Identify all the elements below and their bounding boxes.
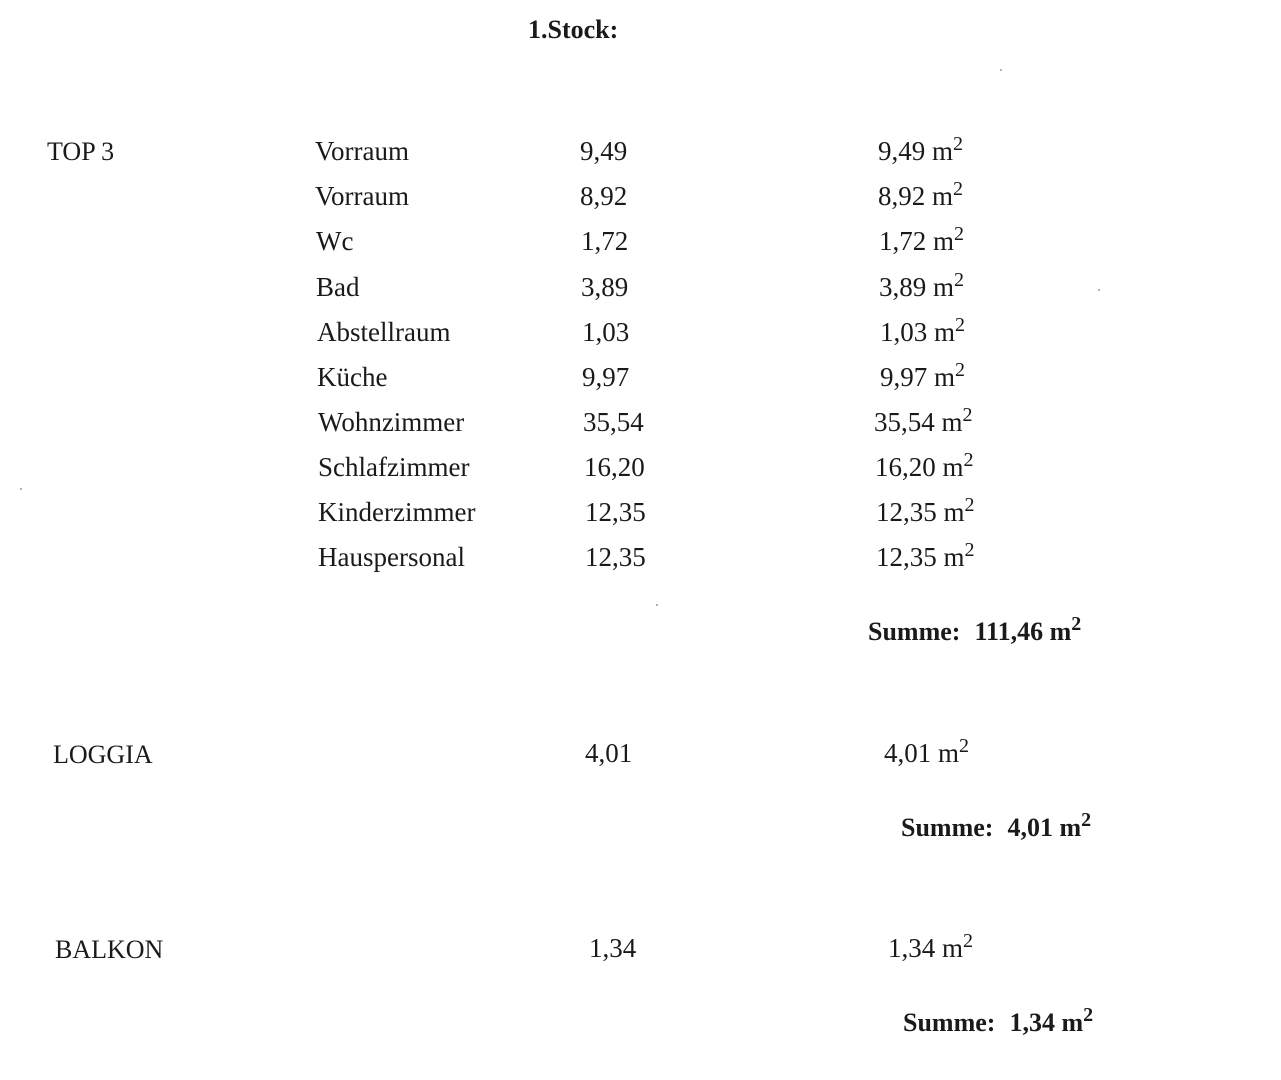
scan-speck xyxy=(20,488,22,490)
room-value: 16,20 xyxy=(584,452,645,482)
room-name: Hauspersonal xyxy=(318,542,465,572)
room-value: 12,35 xyxy=(585,497,646,527)
room-area: 3,89 $m^2$ xyxy=(879,269,965,302)
room-value: 9,49 xyxy=(580,136,628,166)
room-area: 8,92 $m^2$ xyxy=(878,178,964,211)
room-area: 1,72 $m^2$ xyxy=(879,223,965,256)
section-label-top3: TOP 3 xyxy=(47,137,115,166)
sum-balkon: Summe: 1,34 $m^2$ xyxy=(903,1004,1094,1037)
room-value: 12,35 xyxy=(585,542,646,572)
room-area: 1,03 $m^2$ xyxy=(880,314,966,347)
room-name: Abstellraum xyxy=(317,317,451,347)
room-area: 16,20 $m^2$ xyxy=(875,449,974,482)
scan-speck xyxy=(1000,69,1002,71)
room-value: 8,92 xyxy=(580,181,628,211)
balkon-area: 1,34 $m^2$ xyxy=(888,930,974,963)
balkon-value: 1,34 xyxy=(589,933,637,963)
scan-speck xyxy=(656,604,658,606)
page-title: 1.Stock: xyxy=(528,15,619,44)
room-name: Küche xyxy=(317,362,388,392)
section-label-loggia: LOGGIA xyxy=(53,740,153,769)
room-value: 1,72 xyxy=(581,226,629,256)
room-name: Vorraum xyxy=(315,181,409,211)
room-area: 9,49 $m^2$ xyxy=(878,133,964,166)
loggia-value: 4,01 xyxy=(585,738,633,768)
room-area: 35,54 $m^2$ xyxy=(874,404,973,437)
room-value: 9,97 xyxy=(582,362,630,392)
sum-loggia: Summe: 4,01 $m^2$ xyxy=(901,809,1092,842)
room-name: Wohnzimmer xyxy=(318,407,465,437)
section-label-balkon: BALKON xyxy=(55,935,164,964)
room-name: Kinderzimmer xyxy=(318,497,476,527)
room-area: 9,97 $m^2$ xyxy=(880,359,966,392)
room-name: Schlafzimmer xyxy=(318,452,470,482)
sum-top3: Summe: 111,46 $m^2$ xyxy=(868,613,1082,646)
room-value: 1,03 xyxy=(582,317,630,347)
room-name: Vorraum xyxy=(315,136,409,166)
room-area: 12,35 $m^2$ xyxy=(876,494,975,527)
room-area: 12,35 $m^2$ xyxy=(876,539,975,572)
room-name: Wc xyxy=(316,226,354,256)
room-value: 35,54 xyxy=(583,407,644,437)
loggia-area: 4,01 $m^2$ xyxy=(884,735,970,768)
room-name: Bad xyxy=(316,272,360,302)
room-value: 3,89 xyxy=(581,272,629,302)
scan-speck xyxy=(1098,289,1100,291)
